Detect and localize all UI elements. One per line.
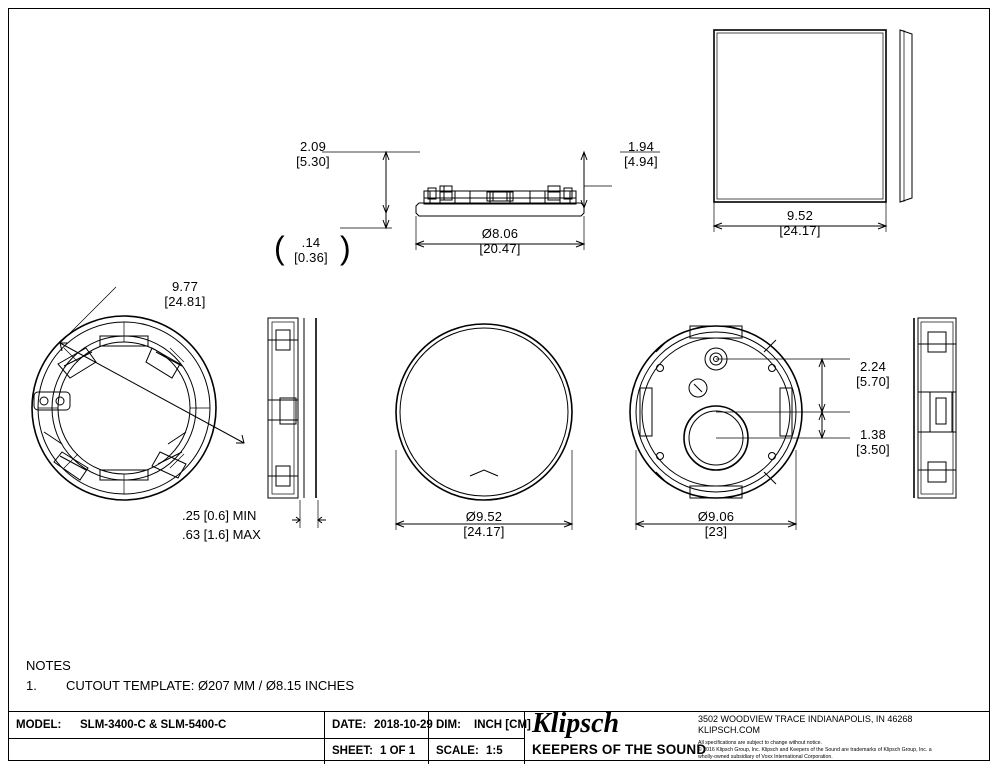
company-website: KLIPSCH.COM [698,725,761,735]
dim-baffle-dia: Ø9.06 [23] [697,509,735,539]
sheet-value: 1 OF 1 [380,745,416,757]
paren-right: ) [340,230,351,266]
dim-round-grille-dia: Ø9.52 [24.17] [463,509,505,539]
note-text: CUTOUT TEMPLATE: Ø207 MM / Ø8.15 INCHES [66,678,354,693]
legal-line-2: © 2016 Klipsch Group, Inc. Klipsch and Keepers of the Sound are trademarks of Klipsch Group, Inc. a [698,747,932,753]
view-round-grille [396,324,572,530]
dim-square-width: 9.52 [24.17] [779,208,821,238]
model-value: SLM-3400-C & SLM-5400-C [80,719,227,731]
title-block [8,708,990,763]
scale-label: SCALE: [436,745,479,757]
date-value: 2018-10-29 [374,719,433,731]
label-mount-depth-max: .63 [1.6] MAX [182,527,261,542]
dim-flange-thickness: .14 [0.36] [294,235,328,265]
view-baffle-side [914,318,956,498]
dim-side-diameter: Ø8.06 [20.47] [479,226,521,256]
sheet-label: SHEET: [332,745,373,757]
dim-bracket-diagonal: 9.77 [24.81] [164,279,206,309]
company-address-line-1: 3502 WOODVIEW TRACE INDIANAPOLIS, IN 46268 [698,714,913,724]
klipsch-logo: Klipsch [532,708,620,739]
view-bracket-front [32,287,244,500]
note-number: 1. [26,678,37,693]
dim-label: DIM: [436,719,461,731]
date-label: DATE: [332,719,367,731]
dim-woofer-offset: 1.38 [3.50] [856,427,890,457]
dim-tweeter-offset: 2.24 [5.70] [856,359,890,389]
klipsch-tagline: KEEPERS OF THE SOUND [532,742,707,757]
notes-heading: NOTES [26,658,71,673]
view-square-grille [714,30,912,232]
view-bracket-side [268,318,326,528]
dim-top-left-depth: 2.09 [5.30] [296,139,330,169]
dim-top-right-depth: 1.94 [4.94] [624,139,658,169]
legal-line-3: wholly-owned subsidiary of Voxx International Corporation. [698,754,833,760]
paren-left: ( [274,230,285,266]
view-baffle-front [630,326,850,530]
model-label: MODEL: [16,719,62,731]
scale-value: 1:5 [486,745,503,757]
label-mount-depth-min: .25 [0.6] MIN [182,508,257,523]
dim-value: INCH [CM] [474,719,531,731]
legal-line-1: All specifications are subject to change without notice. [698,740,822,746]
